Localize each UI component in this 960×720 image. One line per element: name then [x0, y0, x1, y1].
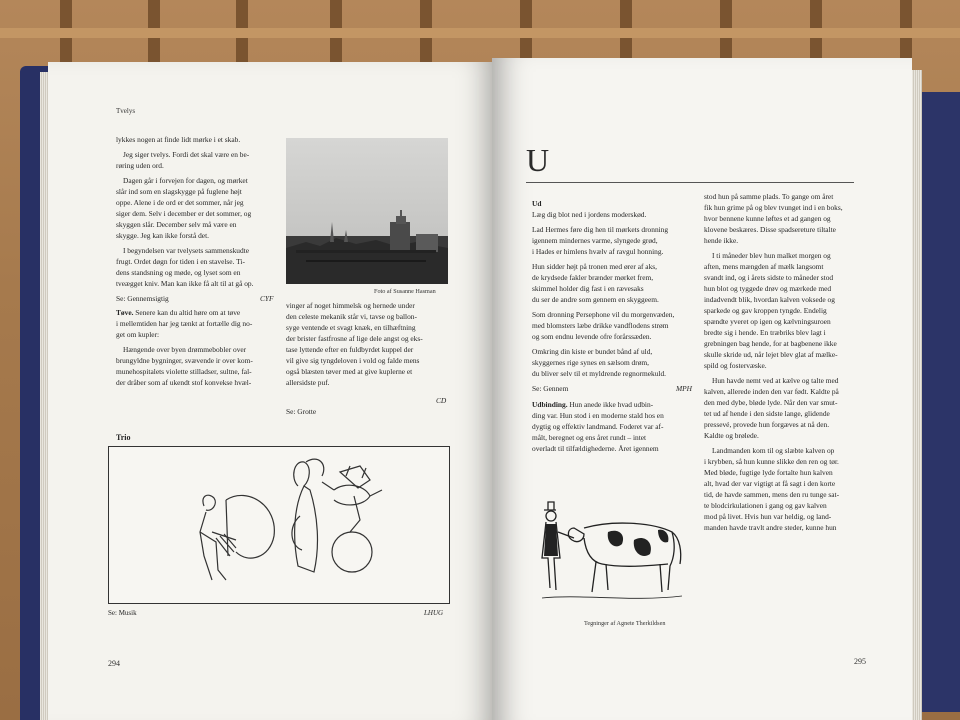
text-line: aften, mens mængden af mælk langsomt [704, 262, 824, 271]
poem-line: igennem mindernes varme, slyngede grød, [532, 236, 658, 245]
left-page [48, 62, 498, 720]
text-line: der brister fastfrosne af lige dele angst og eks- [286, 334, 423, 343]
text-line: Jeg siger tvelys. Fordi det skal være en be- [123, 150, 250, 159]
text-line: hende ikke. [704, 236, 739, 245]
text-line: I ti måneder blev hun malket morgen og [712, 251, 831, 260]
page-number: 295 [854, 657, 866, 666]
poem-line: og som endnu levende ofre forårssæden. [532, 332, 652, 341]
see-also: Se: Gennem [532, 384, 569, 393]
text-line: den celeste mekanik står vi, tavse og ballon- [286, 312, 417, 321]
poem-line: skimmel holder dig fast i en rævesaks [532, 284, 644, 293]
text-line: Dagen går i forvejen for dagen, og mørket [123, 176, 248, 185]
page-number: 294 [108, 659, 120, 668]
text-line: sparkede og gav kroppen tyngde. Endelig [704, 306, 827, 315]
text-line: i mellemtiden har jeg tænkt at fortælle dig no- [116, 319, 253, 328]
text-line: Hængende over byen drømmebobler over [123, 345, 247, 354]
poem-line: Hun sidder højt på tronen med ører af aks, [532, 262, 657, 271]
text-line: Kaldte og brølede. [704, 431, 759, 440]
text-line: te blodcirkulationen i gang og gav kalven [704, 501, 827, 510]
poem-line: med blomsters læbe drikke vandflodens strøm [532, 321, 669, 330]
text-line: syge ventende et svagt knæk, en tilhæftning [286, 323, 416, 332]
text-line: stod hun på samme plads. To gange om året [704, 192, 834, 201]
poem-line: du ser de andre som gennem en skyggeem. [532, 295, 659, 304]
text-line: der dråber som af ukendt stof konvekse hvæl- [116, 378, 252, 387]
text-line: allersidste puf. [286, 378, 330, 387]
text-line: I begyndelsen var tvelysets sammenskudte [123, 246, 250, 255]
author-signature: LHUG [424, 609, 444, 617]
cow-illustration [522, 498, 698, 614]
right-page [492, 58, 912, 720]
entry-udbinding [532, 399, 653, 410]
table-slat [0, 28, 960, 38]
text-line: spændte yveret op igen og kælvningsuroen [704, 317, 831, 326]
text-line: Med bløde, fugtige lyde fortalte hun kalven [704, 468, 833, 477]
city-photo [286, 138, 448, 284]
text-line: hun blot og tyggede drøv og mærkede med [704, 284, 832, 293]
text-line: mod på livet. Hvis hun var heldig, og land- [704, 512, 832, 521]
text-line: skulle skride ud, når lejet blev glat af mælke- [704, 350, 838, 359]
text-line: kalven, allerede inden den var født. Kaldte på [704, 387, 839, 396]
author-signature: MPH [676, 384, 693, 393]
text-line: vinger af noget himmelsk og hernede under [286, 301, 415, 310]
text-line: tid, de havde sammen, mens den ru tunge sat- [704, 490, 840, 499]
text-line: klovene beskæres. Disse spadsereture tiltalte [704, 225, 836, 234]
text-line: hvor bennene kunne løftes et ad gangen og [704, 214, 831, 223]
poem-line: Omkring din kiste er bundet bånd af uld, [532, 347, 653, 356]
text-line: oppe. Alene i de ord er det sommer, når jeg [116, 198, 244, 207]
poem-line: i Hades er himlens hvælv af ravgul honning. [532, 247, 664, 256]
text-line: lykkes nogen at finde lidt mørke i et skab. [116, 135, 241, 144]
text-line: brungyldne bygninger, svævende ir over kom- [116, 356, 253, 365]
poem-line: skyggernes rige synes en sælsom drøm, [532, 358, 650, 367]
entry-tove [116, 307, 240, 318]
text-line: skyggen slår. December selv må være en [116, 220, 237, 229]
text-line: den med dybe, bløde lyde. Når den var smut- [704, 398, 838, 407]
author-signature: CYF [260, 294, 274, 303]
poem-line: Som dronning Persephone vil du morgenvæden, [532, 310, 675, 319]
text-line: overladt til tilfældighederne. Året igennem [532, 444, 659, 453]
text-line: manden havde travlt andre steder, kunne hun [704, 523, 837, 532]
text-line: svandt ind, og i årets sidste to måneder stod [704, 273, 834, 282]
text-line: skygge. Jeg kan ikke forstå det. [116, 231, 209, 240]
text-line: tveægget kniv. Man kan ikke få alt til at gå op. [116, 279, 254, 288]
text-line: fik hun grime på og blev tvunget ind i en boks, [704, 203, 843, 212]
photo-caption: Foto af Susanne Hasman [374, 288, 436, 295]
entry-title: Udbinding. [532, 400, 568, 409]
text-line: alt, hvad der var vigtigt at få sagt i den korte [704, 479, 836, 488]
running-header: Tvelys [116, 107, 136, 115]
text-line: spild og fostervæske. [704, 361, 767, 370]
trio-illustration [108, 446, 450, 604]
author-signature: CD [436, 396, 447, 405]
poem-line: Lad Hermes føre dig hen til mørkets dronning [532, 225, 669, 234]
text-line: Senere kan du altid høre om at tøve [133, 308, 241, 317]
text-line: frugt. Ordet døgn for tiden i en stavelse. Ti- [116, 257, 245, 266]
text-line: dygtig og effektiv landmand. Foderet var af- [532, 422, 664, 431]
text-line: munehospitalets violette stilladser, sultne, fal- [116, 367, 252, 376]
poem-line: Læg dig blot ned i jordens moderskød. [532, 210, 647, 219]
section-rule [526, 182, 854, 183]
text-line: Hun anede ikke hvad udbin- [567, 400, 654, 409]
text-line: også blæsten tøver med at give kuplerne et [286, 367, 413, 376]
section-letter: U [526, 142, 550, 178]
entry-title-ud: Ud [532, 199, 542, 208]
text-line: get om kupler: [116, 330, 160, 339]
see-also: Se: Grotte [286, 407, 317, 416]
text-line: ding var. Hun stod i en moderne stald hos en [532, 411, 664, 420]
text-line: vil give sig tyngdeloven i vold og falde mens [286, 356, 420, 365]
drawing-caption: Tegninger af Agnete Therkildsen [584, 620, 666, 627]
text-line: grebningen bag hende, for at bagbenene ikke [704, 339, 837, 348]
see-also: Se: Musik [108, 609, 137, 617]
text-line: dens standsning og møde, og lyset som en [116, 268, 241, 277]
poem-line: du bliver selv til et myldrende regnormekuld. [532, 369, 667, 378]
text-line: i krybben, så hun kunne slikke den ren og tør. [704, 457, 839, 466]
text-line: tet ud af hende i den sidste lange, glidende [704, 409, 830, 418]
text-line: bredte sig i hende. En træbriks blev lagt i [704, 328, 826, 337]
text-line: siger dem. Selv i december er det sommer, og [116, 209, 252, 218]
text-line: målt, beregnet og ens året rundt – intet [532, 433, 647, 442]
text-line: slår ind som en slagskygge på fuglene højt [116, 187, 242, 196]
text-line: indadvendt blik, hvordan kalven voksede og [704, 295, 835, 304]
text-line: pressevé, provede hun forgæves at nå den. [704, 420, 830, 429]
poem-line: de krydsede fakler brænder mørket frem, [532, 273, 654, 282]
entry-title-trio: Trio [116, 433, 131, 442]
text-line: Hun havde nemt ved at kælve og talte med [712, 376, 839, 385]
text-line: røring uden ord. [116, 161, 164, 170]
text-line: Landmanden kom til og slæbte kalven op [712, 446, 835, 455]
text-line: tase lyttende efter en fuldbyrdet kuppel der [286, 345, 414, 354]
see-also: Se: Gennemsigtig [116, 294, 169, 303]
entry-title: Tøve. [116, 308, 134, 317]
